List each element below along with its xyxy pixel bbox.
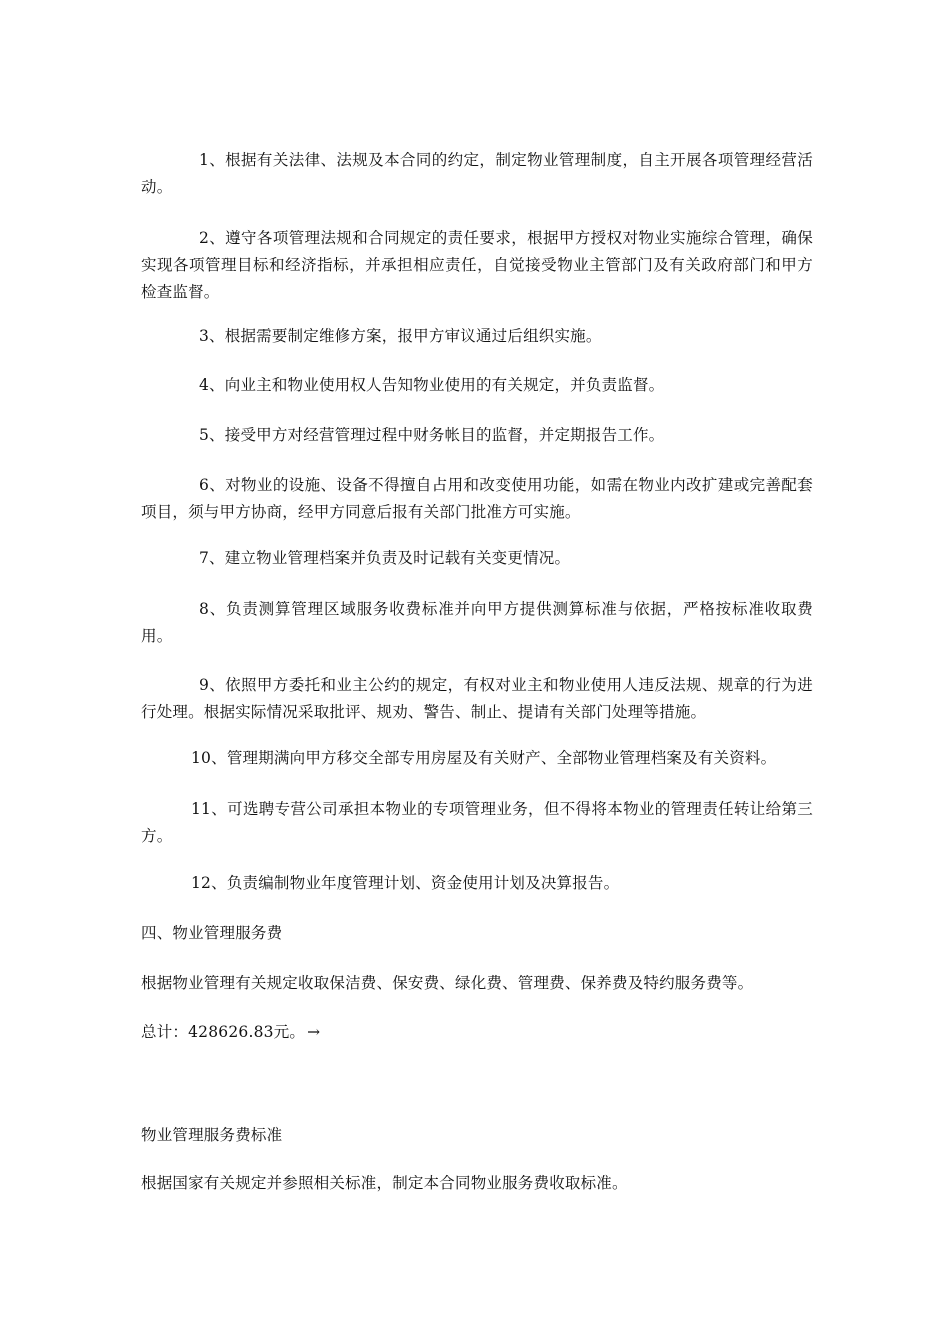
clause-5: 5、接受甲方对经营管理过程中财务帐目的监督，并定期报告工作。 bbox=[199, 426, 665, 444]
clause-7: 7、建立物业管理档案并负责及时记载有关变更情况。 bbox=[199, 549, 571, 567]
clause-6: 6、对物业的设施、设备不得擅自占用和改变使用功能，如需在物业内改扩建或完善配套项目，须与甲方协商，经甲方同意后报有关部门批准方可实施。 bbox=[141, 476, 813, 521]
total-amount: 总计：428626.83元。 bbox=[141, 1023, 306, 1041]
total-line bbox=[141, 1019, 813, 1046]
standard-heading: 物业管理服务费标准 bbox=[141, 1126, 283, 1144]
clause-11: 11、可选聘专营公司承担本物业的专项管理业务，但不得将本物业的管理责任转让给第三方。 bbox=[141, 800, 813, 845]
section-heading: 四、物业管理服务费 bbox=[141, 924, 283, 942]
arrow-icon: → bbox=[307, 1023, 321, 1041]
standard-description: 根据国家有关规定并参照相关标准，制定本合同物业服务费收取标准。 bbox=[141, 1174, 628, 1192]
clause-9: 9、依照甲方委托和业主公约的规定，有权对业主和物业使用人违反法规、规章的行为进行处理。根据实际情况采取批评、规劝、警告、制止、提请有关部门处理等措施。 bbox=[141, 676, 813, 721]
clause-4: 4、向业主和物业使用权人告知物业使用的有关规定，并负责监督。 bbox=[199, 376, 665, 394]
clause-8: 8、负责测算管理区域服务收费标准并向甲方提供测算标准与依据，严格按标准收取费用。 bbox=[141, 600, 813, 645]
clause-10: 10、管理期满向甲方移交全部专用房屋及有关财产、全部物业管理档案及有关资料。 bbox=[191, 749, 777, 767]
clause-12: 12、负责编制物业年度管理计划、资金使用计划及决算报告。 bbox=[191, 874, 620, 892]
clause-2: 2、遵守各项管理法规和合同规定的责任要求，根据甲方授权对物业实施综合管理，确保实现各项管理目标和经济指标，并承担相应责任，自觉接受物业主管部门及有关政府部门和甲方检查监督。 bbox=[141, 229, 813, 301]
clause-1: 1、根据有关法律、法规及本合同的约定，制定物业管理制度，自主开展各项管理经营活动。 bbox=[141, 151, 813, 196]
clause-3: 3、根据需要制定维修方案，报甲方审议通过后组织实施。 bbox=[199, 327, 602, 345]
fee-description: 根据物业管理有关规定收取保洁费、保安费、绿化费、管理费、保养费及特约服务费等。 bbox=[141, 974, 754, 992]
